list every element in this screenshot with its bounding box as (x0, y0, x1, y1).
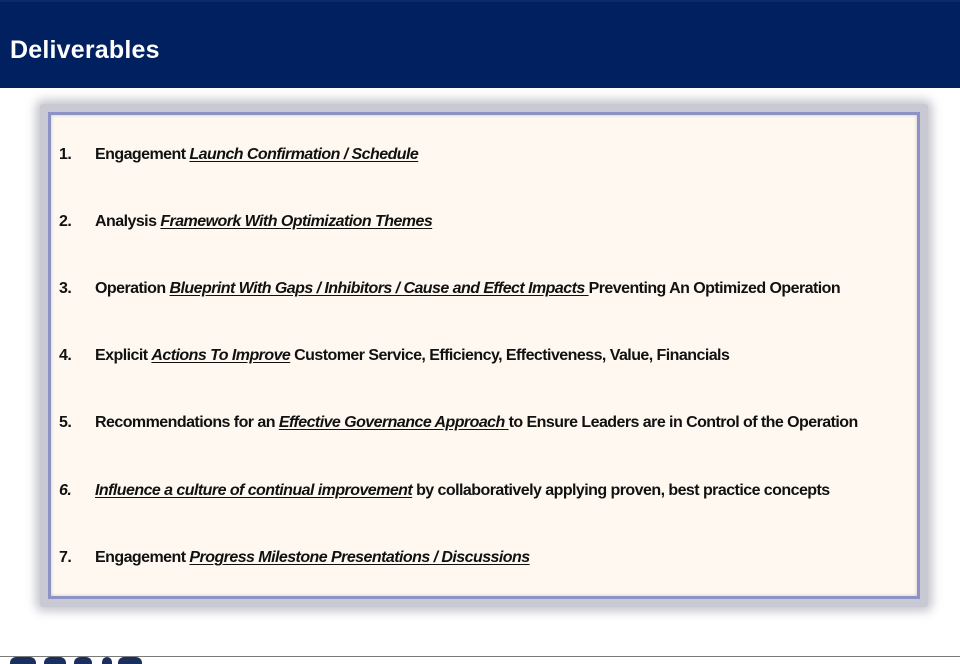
item-link-continual-improvement[interactable]: Influence a culture of continual improvement (95, 482, 413, 499)
item-text-after: Customer Service, Efficiency, Effectiveness, Value, Financials (290, 347, 730, 364)
item-link-actions-to-improve[interactable]: Actions To Improve (151, 347, 291, 364)
item-text-before: Analysis (95, 213, 161, 230)
slide-title: Deliverables (10, 36, 160, 64)
item-text-before: Explicit (95, 347, 152, 364)
item-link-operation-blueprint[interactable]: Blueprint With Gaps / Inhibitors / Cause and Effect Impacts (169, 280, 589, 297)
item-number: 2. (59, 213, 72, 230)
item-number: 6. (59, 482, 72, 499)
item-text-before: Engagement (95, 549, 190, 566)
content-frame (40, 104, 928, 607)
deliverable-item-6 (59, 481, 830, 501)
item-number: 3. (59, 280, 72, 297)
header-bar (0, 0, 960, 88)
deliverable-item-5 (59, 413, 858, 433)
item-text-before: Engagement (95, 146, 190, 163)
item-link-governance-approach[interactable]: Effective Governance Approach (278, 414, 509, 431)
deliverable-item-3 (59, 279, 840, 299)
item-link-launch-confirmation[interactable]: Launch Confirmation / Schedule (189, 146, 419, 163)
item-text-after: to Ensure Leaders are in Control of the Operation (508, 414, 858, 431)
item-text-before: Recommendations for an (95, 414, 279, 431)
deliverable-item-1 (59, 145, 418, 165)
item-number: 7. (59, 549, 72, 566)
item-number: 5. (59, 414, 72, 431)
item-text-after: Preventing An Optimized Operation (588, 280, 841, 297)
item-link-progress-milestone[interactable]: Progress Milestone Presentations / Discussions (189, 549, 530, 566)
item-text-before: Operation (95, 280, 170, 297)
item-link-analysis-framework[interactable]: Framework With Optimization Themes (160, 213, 433, 230)
item-number: 4. (59, 347, 72, 364)
item-number: 1. (59, 146, 72, 163)
deliverable-item-4 (59, 346, 729, 366)
deliverables-panel (48, 112, 920, 599)
deliverable-item-2 (59, 212, 432, 232)
deliverable-item-7 (59, 548, 530, 568)
footer-logo-icon (10, 657, 150, 664)
item-text-after: by collaboratively applying proven, best practice concepts (412, 482, 830, 499)
